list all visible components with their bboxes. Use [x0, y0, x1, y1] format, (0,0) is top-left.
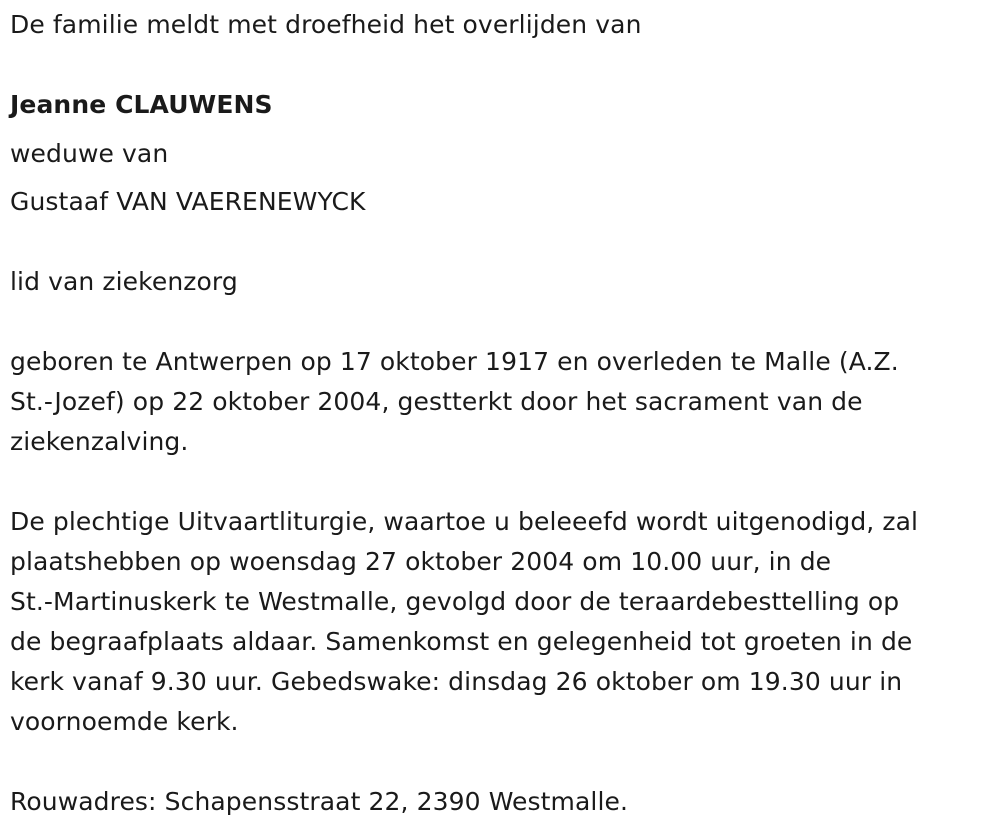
birth-death-line-1: geboren te Antwerpen op 17 oktober 1917 en overleden te Malle (A.Z. [10, 347, 899, 376]
birth-death-line-2: St.-Jozef) op 22 oktober 2004, gestterkt door het sacrament van de [10, 387, 863, 416]
funeral-line-5: kerk vanaf 9.30 uur. Gebedswake: dinsdag 26 oktober om 19.30 uur in [10, 667, 903, 696]
funeral-line-6: voornoemde kerk. [10, 707, 239, 736]
membership-text: lid van ziekenzorg [10, 267, 238, 296]
funeral-line-2: plaatshebben op woensdag 27 oktober 2004 om 10.00 uur, in de [10, 547, 832, 576]
intro-text: De familie meldt met droefheid het overlijden van [10, 10, 642, 39]
funeral-line-3: St.-Martinuskerk te Westmalle, gevolgd door de teraardebesttelling op [10, 587, 900, 616]
relation-text: weduwe van [10, 139, 169, 168]
spouse-name: Gustaaf VAN VAERENEWYCK [10, 187, 366, 216]
deceased-name: Jeanne CLAUWENS [10, 90, 273, 119]
birth-death-line-3: ziekenzalving. [10, 427, 189, 456]
funeral-line-4: de begraafplaats aldaar. Samenkomst en gelegenheid tot groeten in de [10, 627, 913, 656]
mourning-address: Rouwadres: Schapensstraat 22, 2390 Westmalle. [10, 787, 629, 816]
funeral-line-1: De plechtige Uitvaartliturgie, waartoe u beleeefd wordt uitgenodigd, zal [10, 507, 919, 536]
